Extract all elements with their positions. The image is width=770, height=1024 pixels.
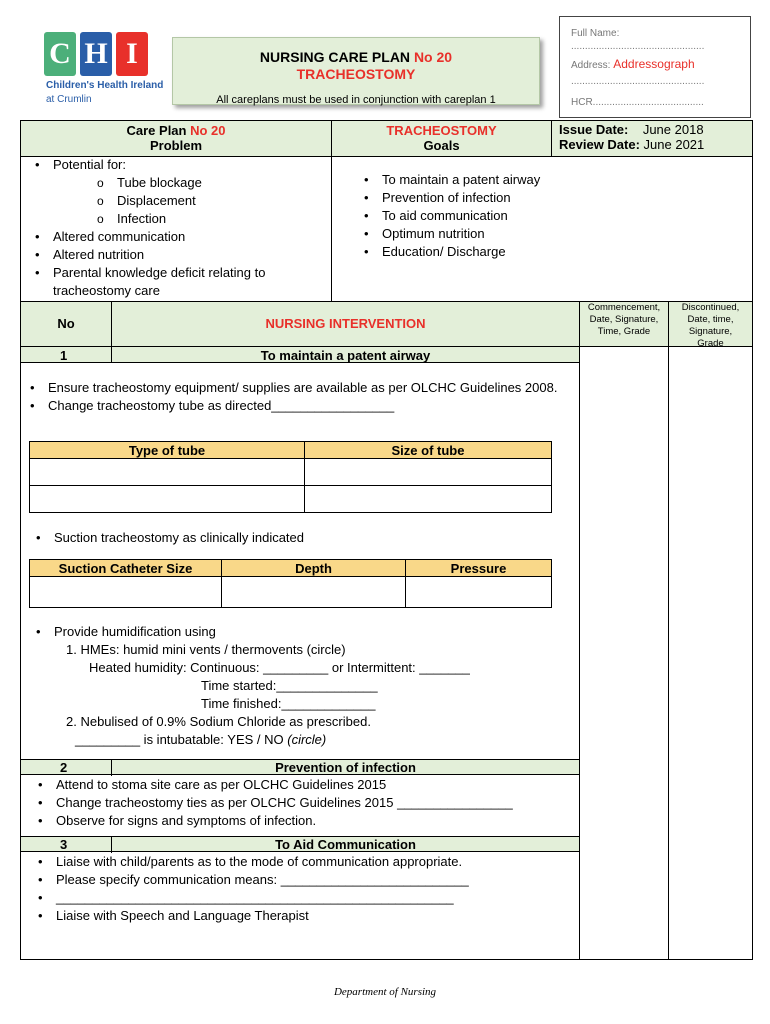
suction-pressure-input[interactable] <box>406 577 552 608</box>
tube-size-header: Size of tube <box>305 442 552 459</box>
section1-number: 1 <box>60 348 68 363</box>
tube-type-header: Type of tube <box>30 442 305 459</box>
section3-item: • Liaise with child/parents as to the mode of communication appropriate. <box>38 853 578 871</box>
review-date: Review Date: June 2021 <box>559 137 705 152</box>
suction-catheter-header: Suction Catheter Size <box>30 560 222 577</box>
section3-number: 3 <box>60 837 68 852</box>
problem-header: Care Plan No 20 Problem <box>20 120 332 157</box>
section3-item: • _______________________________________________________ <box>38 889 578 907</box>
intervention-column-header: NURSING INTERVENTION <box>111 301 580 347</box>
patient-details-box <box>559 16 751 118</box>
goal-item: • To aid communication <box>364 207 752 225</box>
dates-header <box>551 120 753 157</box>
title-box <box>172 37 540 105</box>
page-title: NURSING CARE PLAN No 20 <box>259 49 453 65</box>
suction-depth-input[interactable] <box>222 577 406 608</box>
logo-block-c: C <box>44 32 76 76</box>
logo-name-line1: Children's Health Ireland <box>46 80 164 91</box>
intubatable-field: _________ is intubatable: YES / NO (circle) <box>75 732 327 747</box>
tube-type-input[interactable] <box>30 459 305 486</box>
full-name-line: ................................................ <box>571 41 705 52</box>
time-started-field: Time started:______________ <box>201 678 378 693</box>
problem-sub-item: o Displacement <box>97 192 331 210</box>
tube-size-input[interactable] <box>305 459 552 486</box>
problems-cell <box>20 156 332 302</box>
problem-sub-item: o Infection <box>97 210 331 228</box>
section3-title: To Aid Communication <box>275 837 416 852</box>
hcr-line: HCR........................................ <box>571 97 704 108</box>
problem-item: • Parental knowledge deficit relating to tracheostomy care <box>35 264 305 300</box>
suction-catheter-input[interactable] <box>30 577 222 608</box>
section3-item: • Liaise with Speech and Language Therapist <box>38 907 578 925</box>
address-row: Address: Addressograph <box>571 57 695 71</box>
section1-bullet: • Change tracheostomy tube as directed_________________ <box>30 397 575 415</box>
section2-item: • Attend to stoma site care as per OLCHC Guidelines 2015 <box>38 776 578 794</box>
tube-size-input[interactable] <box>305 486 552 513</box>
section2-item: • Change tracheostomy ties as per OLCHC Guidelines 2015 ________________ <box>38 794 578 812</box>
section2-title: Prevention of infection <box>275 760 416 775</box>
issue-date: Issue Date: June 2018 <box>559 122 704 137</box>
goal-item: • Optimum nutrition <box>364 225 752 243</box>
page-subtitle: TRACHEOSTOMY <box>296 66 416 82</box>
humidification-details <box>66 641 470 749</box>
tube-type-input[interactable] <box>30 486 305 513</box>
suction-depth-header: Depth <box>222 560 406 577</box>
logo-name-line2: at Crumlin <box>46 94 92 105</box>
address-line: ................................................ <box>571 76 705 87</box>
goals-cell <box>331 156 753 302</box>
section3-item: • Please specify communication means: __________________________ <box>38 871 578 889</box>
heated-humidity-option: Heated humidity: Continuous: _________ or Intermittent: _______ <box>89 660 470 675</box>
section1-title: To maintain a patent airway <box>260 348 431 363</box>
problem-item: • Altered nutrition <box>35 246 305 264</box>
suction-table <box>29 559 552 608</box>
goal-item: • To maintain a patent airway <box>364 171 752 189</box>
time-finished-field: Time finished:_____________ <box>201 696 376 711</box>
goals-header: TRACHEOSTOMY Goals <box>331 120 552 157</box>
no-column-header: No <box>20 301 112 347</box>
goal-item: • Prevention of infection <box>364 189 752 207</box>
title-note: All careplans must be used in conjunction with careplan 1 <box>216 94 496 106</box>
suction-bullet: • Suction tracheostomy as clinically indicated <box>36 529 556 547</box>
logo-block-i: I <box>116 32 148 76</box>
discontinued-column-header: Discontinued, Date, time, Signature, Grade <box>668 301 753 347</box>
logo-block-h: H <box>80 32 112 76</box>
problem-item: • Altered communication <box>35 228 305 246</box>
footer: Department of Nursing <box>333 986 437 998</box>
tube-table <box>29 441 552 513</box>
humidification-bullet: • Provide humidification using <box>36 623 556 641</box>
nebulised-option: 2. Nebulised of 0.9% Sodium Chloride as prescribed. <box>66 714 371 729</box>
goal-item: • Education/ Discharge <box>364 243 752 261</box>
commencement-column-header: Commencement, Date, Signature, Time, Grade <box>579 301 669 347</box>
full-name-label: Full Name: <box>571 28 620 39</box>
chi-logo <box>44 32 164 107</box>
hme-option: 1. HMEs: humid mini vents / thermovents (circle) <box>66 642 346 657</box>
suction-pressure-header: Pressure <box>406 560 552 577</box>
section2-item: • Observe for signs and symptoms of infection. <box>38 812 578 830</box>
section1-bullet: • Ensure tracheostomy equipment/ supplies are available as per OLCHC Guidelines 2008. <box>30 379 575 397</box>
section2-number: 2 <box>60 760 68 775</box>
problem-sub-item: o Tube blockage <box>97 174 331 192</box>
problem-potential: • Potential for: <box>35 156 331 174</box>
